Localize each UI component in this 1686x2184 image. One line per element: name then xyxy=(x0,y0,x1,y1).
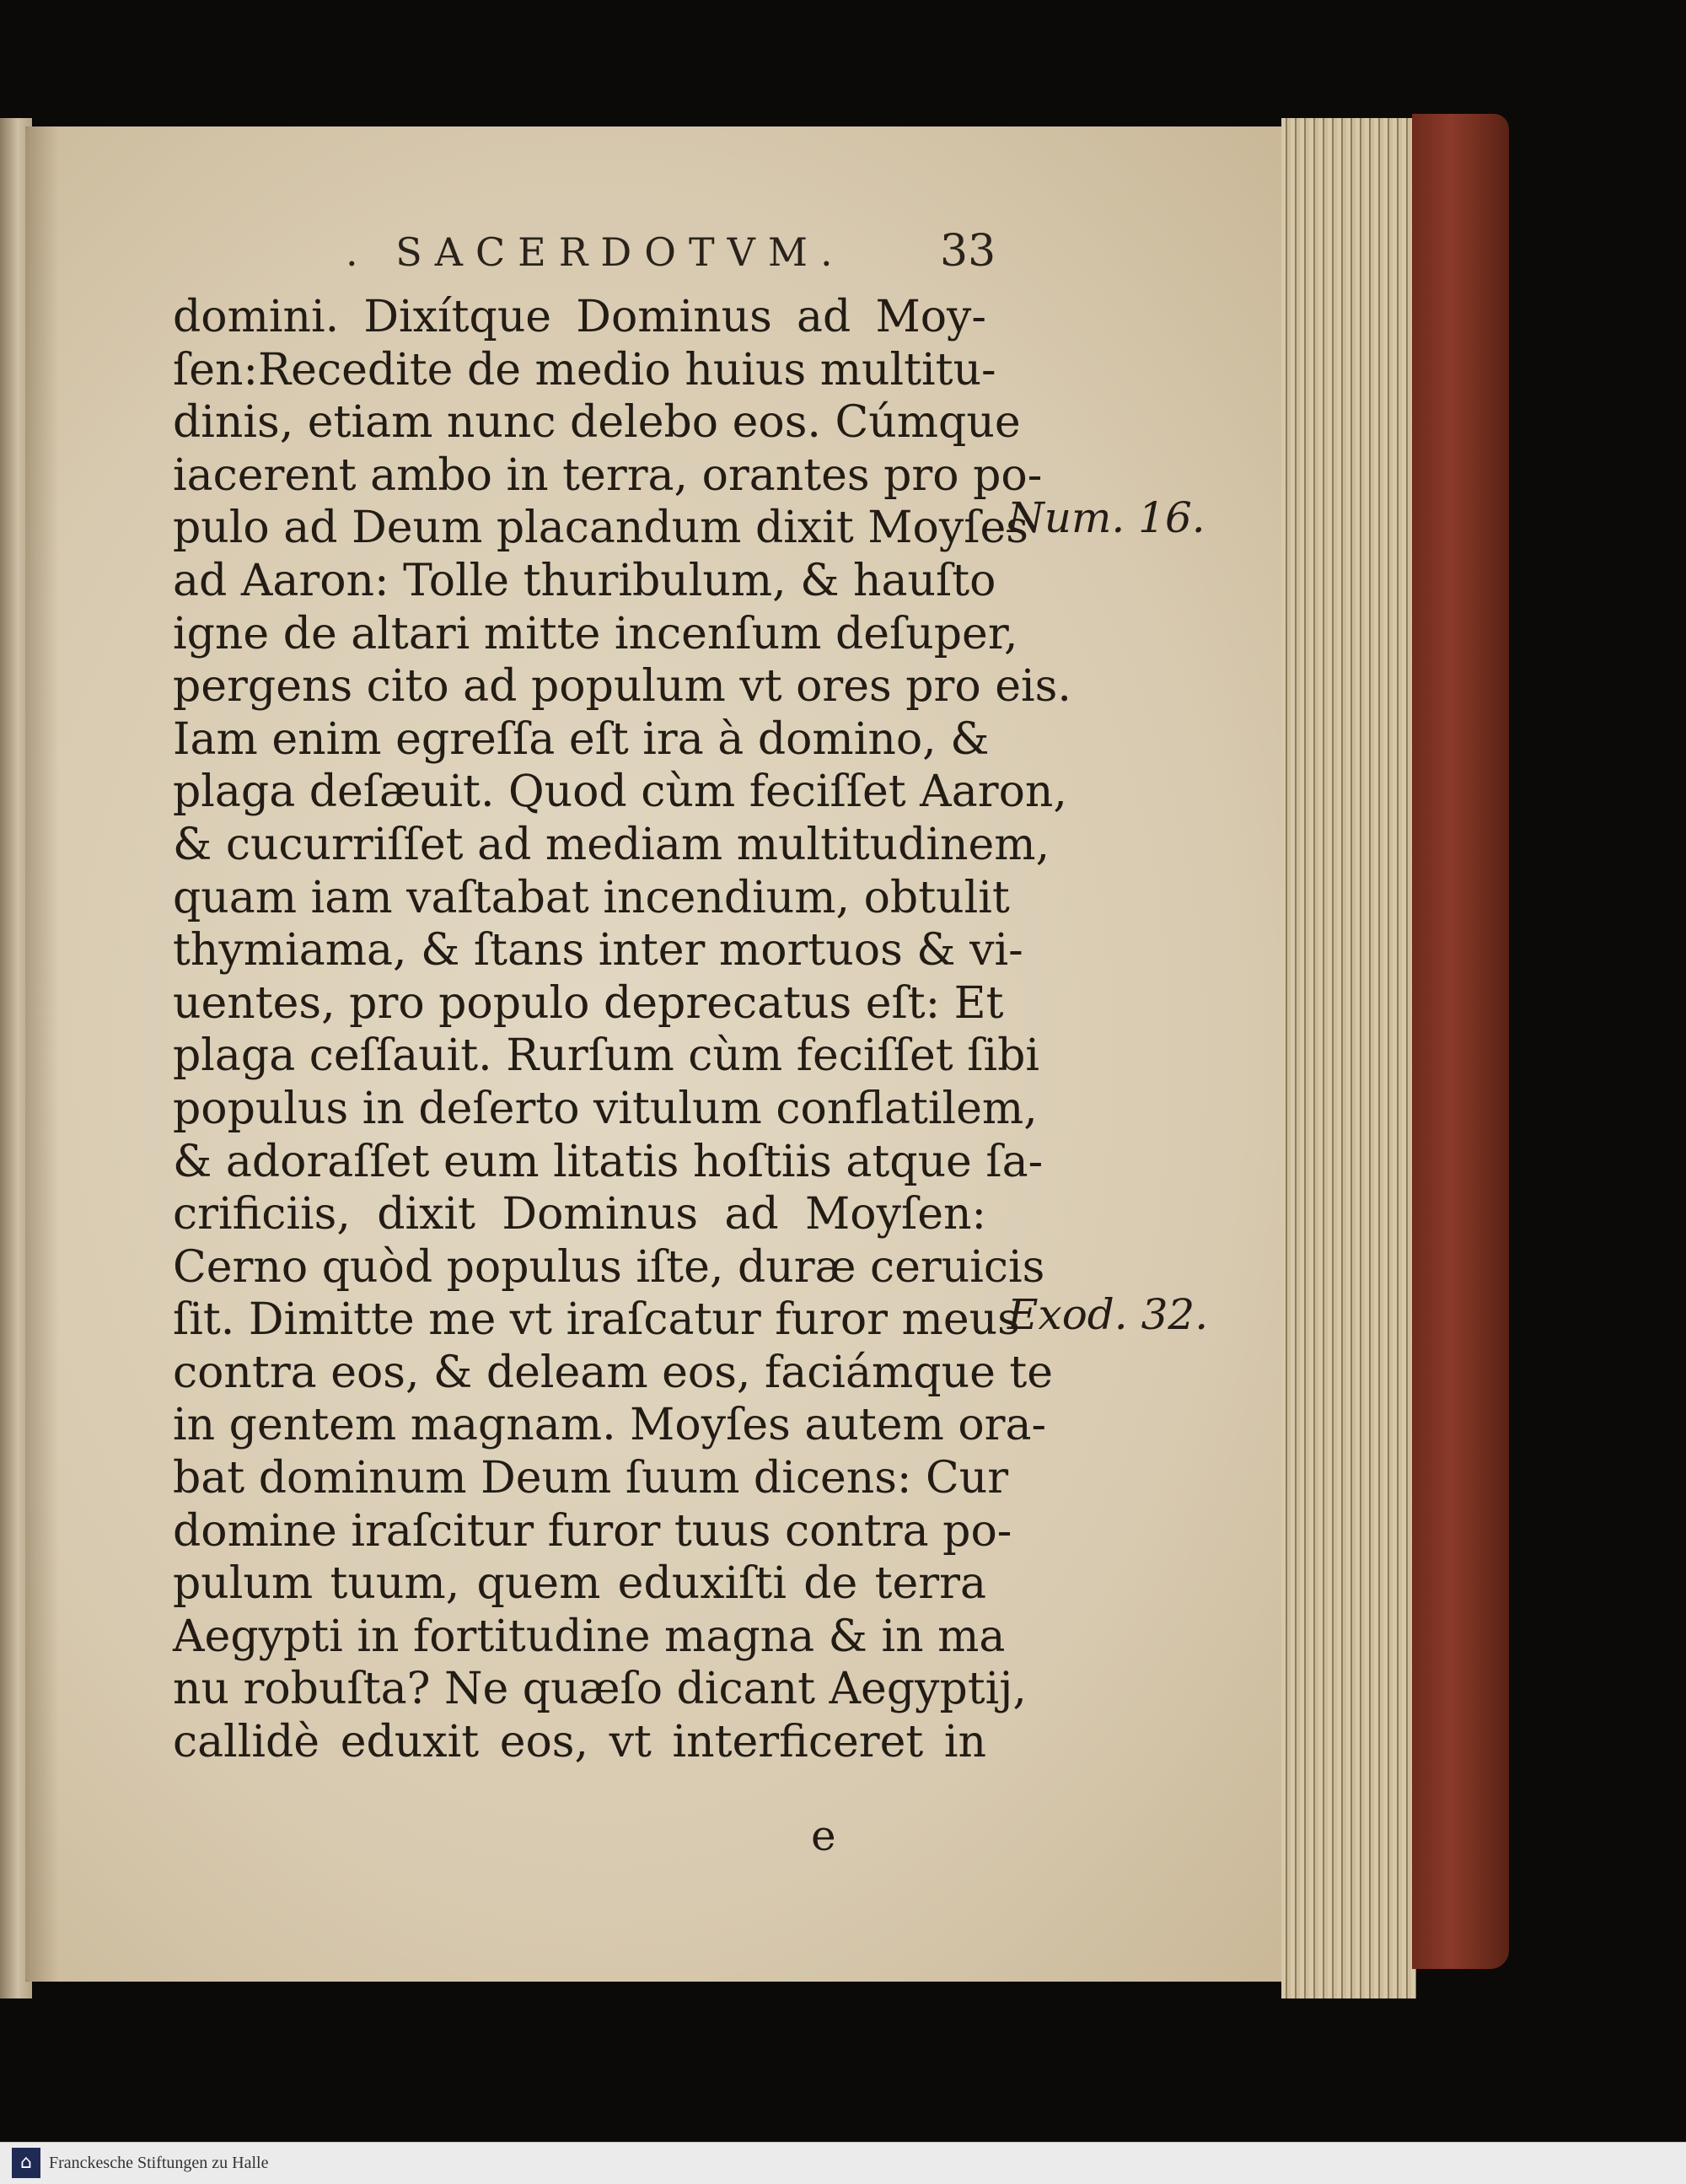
text-line: ad Aaron: Tolle thuribulum, & hauſto xyxy=(173,555,996,606)
text-line: uentes, pro populo deprecatus eſt: Et xyxy=(173,977,1004,1029)
text-line: Iam enim egreſſa eſt ira à domino, & xyxy=(173,713,990,765)
gutter-shadow xyxy=(25,126,59,1982)
text-line: domine iraſcitur furor tuus contra po- xyxy=(173,1505,1012,1557)
leather-cover xyxy=(1412,114,1509,1969)
text-line: callidè eduxit eos, vt interficeret in xyxy=(173,1717,986,1768)
page-header xyxy=(312,221,996,280)
text-line: domini. Dixítque Dominus ad Moy- xyxy=(173,292,986,342)
text-line: Cerno quòd populus iſte, duræ ceruicis xyxy=(173,1241,1045,1293)
institution-credit: Franckesche Stiftungen zu Halle xyxy=(49,2154,269,2172)
text-line: ſen:Recedite de medio huius multitu- xyxy=(173,344,996,395)
running-head: . SACERDOTVM. xyxy=(346,229,846,275)
fore-edge-pages xyxy=(1281,118,1416,1998)
marginal-note-exod: Exod. 32. xyxy=(1007,1290,1209,1339)
franckesche-stiftungen-logo-icon: ⌂ xyxy=(12,2148,40,2178)
viewer-footer xyxy=(0,2142,1686,2184)
text-line: dinis, etiam nunc delebo eos. Cúmque xyxy=(173,397,1021,449)
text-line: thymiama, & ſtans inter mortuos & vi- xyxy=(173,925,1023,976)
text-line: pergens cito ad populum vt ores pro eis. xyxy=(173,661,1071,713)
marginal-note-num: Num. 16. xyxy=(1007,493,1205,542)
text-line: plaga deſæuit. Quod cùm feciſſet Aaron, xyxy=(173,767,1067,818)
text-line: pulum tuum, quem eduxiſti de terra xyxy=(173,1558,986,1610)
text-line: ſit. Dimitte me vt iraſcatur furor meus xyxy=(173,1294,1020,1346)
text-line: crificiis, dixit Dominus ad Moyſen: xyxy=(173,1189,986,1240)
text-line: & adoraſſet eum litatis hoſtiis atque ſa- xyxy=(173,1136,1044,1187)
text-line: pulo ad Deum placandum dixit Moyſes xyxy=(173,503,1028,554)
text-line: Aegypti in fortitudine magna & in ma xyxy=(173,1611,1006,1662)
text-line: in gentem magnam. Moyſes autem ora- xyxy=(173,1400,1047,1451)
text-line: iacerent ambo in terra, orantes pro po- xyxy=(173,449,1043,501)
text-line: populus in deſerto vitulum conflatilem, xyxy=(173,1083,1038,1134)
text-line: plaga ceſſauit. Rurſum cùm feciſſet ſibi xyxy=(173,1030,1039,1082)
text-line: igne de altari mitte incenſum deſuper, xyxy=(173,608,1018,659)
text-line: & cucurriſſet ad mediam multitudinem, xyxy=(173,819,1050,870)
page-number: 33 xyxy=(940,226,996,277)
text-line: bat dominum Deum ſuum dicens: Cur xyxy=(173,1453,1009,1504)
text-line: nu robuſta? Ne quæſo dicant Aegyptij, xyxy=(173,1664,1027,1715)
text-line: contra eos, & deleam eos, faciámque te xyxy=(173,1347,1054,1398)
body-text xyxy=(173,291,1071,1769)
signature-mark: e xyxy=(811,1811,836,1860)
text-line: quam iam vaſtabat incendium, obtulit xyxy=(173,872,1010,923)
